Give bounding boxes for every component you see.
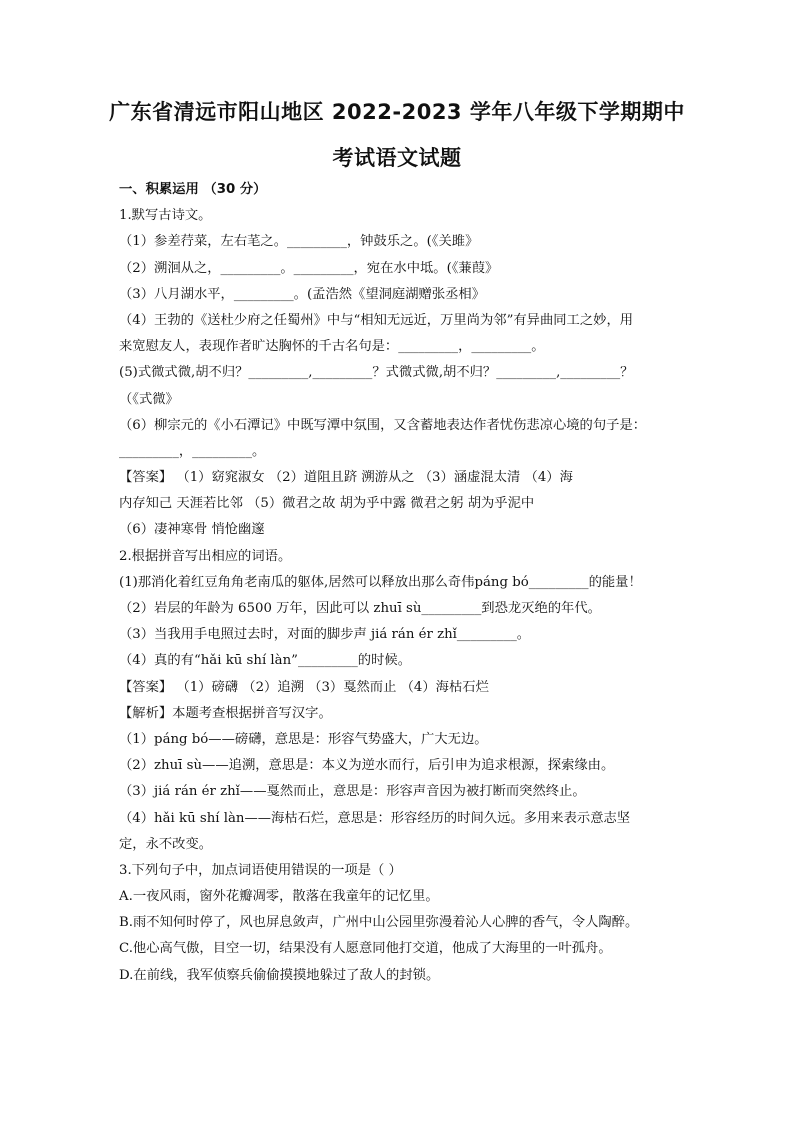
text-line: C.他心高气傲，目空一切，结果没有人愿意同他打交道，他成了大海里的一叶孤舟。 (119, 941, 612, 957)
text-line: （2）zhuī sù——追溯，意思是：本义为逆水而行，后引申为追求根源，探索缘由。 (119, 758, 615, 774)
text-line: （3）当我用手电照过去时，对面的脚步声 jiá rán ér zhǐ_________。 (119, 627, 531, 643)
text-line: （3）jiá rán ér zhǐ——戛然而止，意思是：形容声音因为被打断而突然终止。 (119, 784, 586, 800)
text-line: （6）柳宗元的《小石潭记》中既写潭中氛围，又含蓄地表达作者忧伤悲凉心境的句子是： (119, 417, 647, 433)
text-line: _________，_________。 (119, 443, 266, 459)
text-line: （4）hǎi kū shí làn——海枯石烂，意思是：形容经历的时间久远。多用来表示意志坚 (119, 810, 631, 826)
document-body (119, 177, 679, 989)
text-line: 【答案】 （1）磅礴 （2）追溯 （3）戛然而止 （4）海枯石烂 (119, 679, 489, 695)
text-line: 一、积累运用 （30 分） (119, 182, 267, 197)
text-line: A.一夜风雨，窗外花瓣凋零，散落在我童年的记忆里。 (119, 889, 439, 905)
text-line: (1)那消化着红豆角角老南瓜的躯体,居然可以释放出那么奇伟páng bó_________的能量！ (119, 574, 642, 590)
text-line: D.在前线，我军侦察兵偷偷摸摸地躲过了敌人的封锁。 (119, 967, 440, 983)
text-line: （2）溯洄从之，_________。_________，宛在水中坻。(《蒹葭》 (119, 260, 499, 276)
text-line: 【解析】本题考查根据拼音写汉字。 (119, 705, 332, 721)
text-line: B.雨不知何时停了，风也屏息敛声，广州中山公园里弥漫着沁人心脾的香气，令人陶醉。 (119, 915, 639, 931)
text-line: （1）参差荇菜，左右芼之。_________，钟鼓乐之。(《关雎》 (119, 234, 479, 250)
document-title-line-1: 广东省清远市阳山地区 2022-2023 学年八年级下学期期中 (109, 100, 685, 124)
text-line: 2.根据拼音写出相应的词语。 (119, 548, 292, 564)
document-title-line-2: 考试语文试题 (332, 146, 462, 170)
text-line: （4）王勃的《送杜少府之任蜀州》中与“相知无远近，万里尚为邻”有异曲同工之妙，用 (119, 312, 634, 328)
text-line: 3.下列句子中，加点词语使用错误的一项是（ ） (119, 862, 402, 878)
text-line: （6）凄神寒骨 悄怆幽邃 (119, 522, 265, 538)
text-line: （3）八月湖水平，_________。(孟浩然《望洞庭湖赠张丞相》 (119, 286, 486, 302)
text-line: （4）真的有“hǎi kū shí làn”_________的时候。 (119, 653, 411, 669)
text-line: （2）岩层的年龄为 6500 万年，因此可以 zhuī sù_________到恐龙灭绝的年代。 (119, 601, 601, 616)
text-line: 定，永不改变。 (119, 836, 213, 852)
text-line: （《式微》 (119, 391, 179, 407)
text-line: (5)式微式微,胡不归？_________,_________？式微式微,胡不归？_________,_________？ (119, 365, 634, 381)
text-line: （1）páng bó——磅礴，意思是：形容气势盛大，广大无边。 (119, 731, 488, 747)
text-line: 1.默写古诗文。 (119, 208, 212, 224)
text-line: 来宽慰友人，表现作者旷达胸怀的千古名句是：_________，_________。 (119, 339, 545, 355)
text-line: 【答案】 （1）窈窕淑女 （2）道阻且跻 溯游从之 （3）涵虚混太清 （4）海 (119, 470, 573, 486)
text-line: 内存知己 天涯若比邻 （5）微君之故 胡为乎中露 微君之躬 胡为乎泥中 (119, 496, 535, 512)
